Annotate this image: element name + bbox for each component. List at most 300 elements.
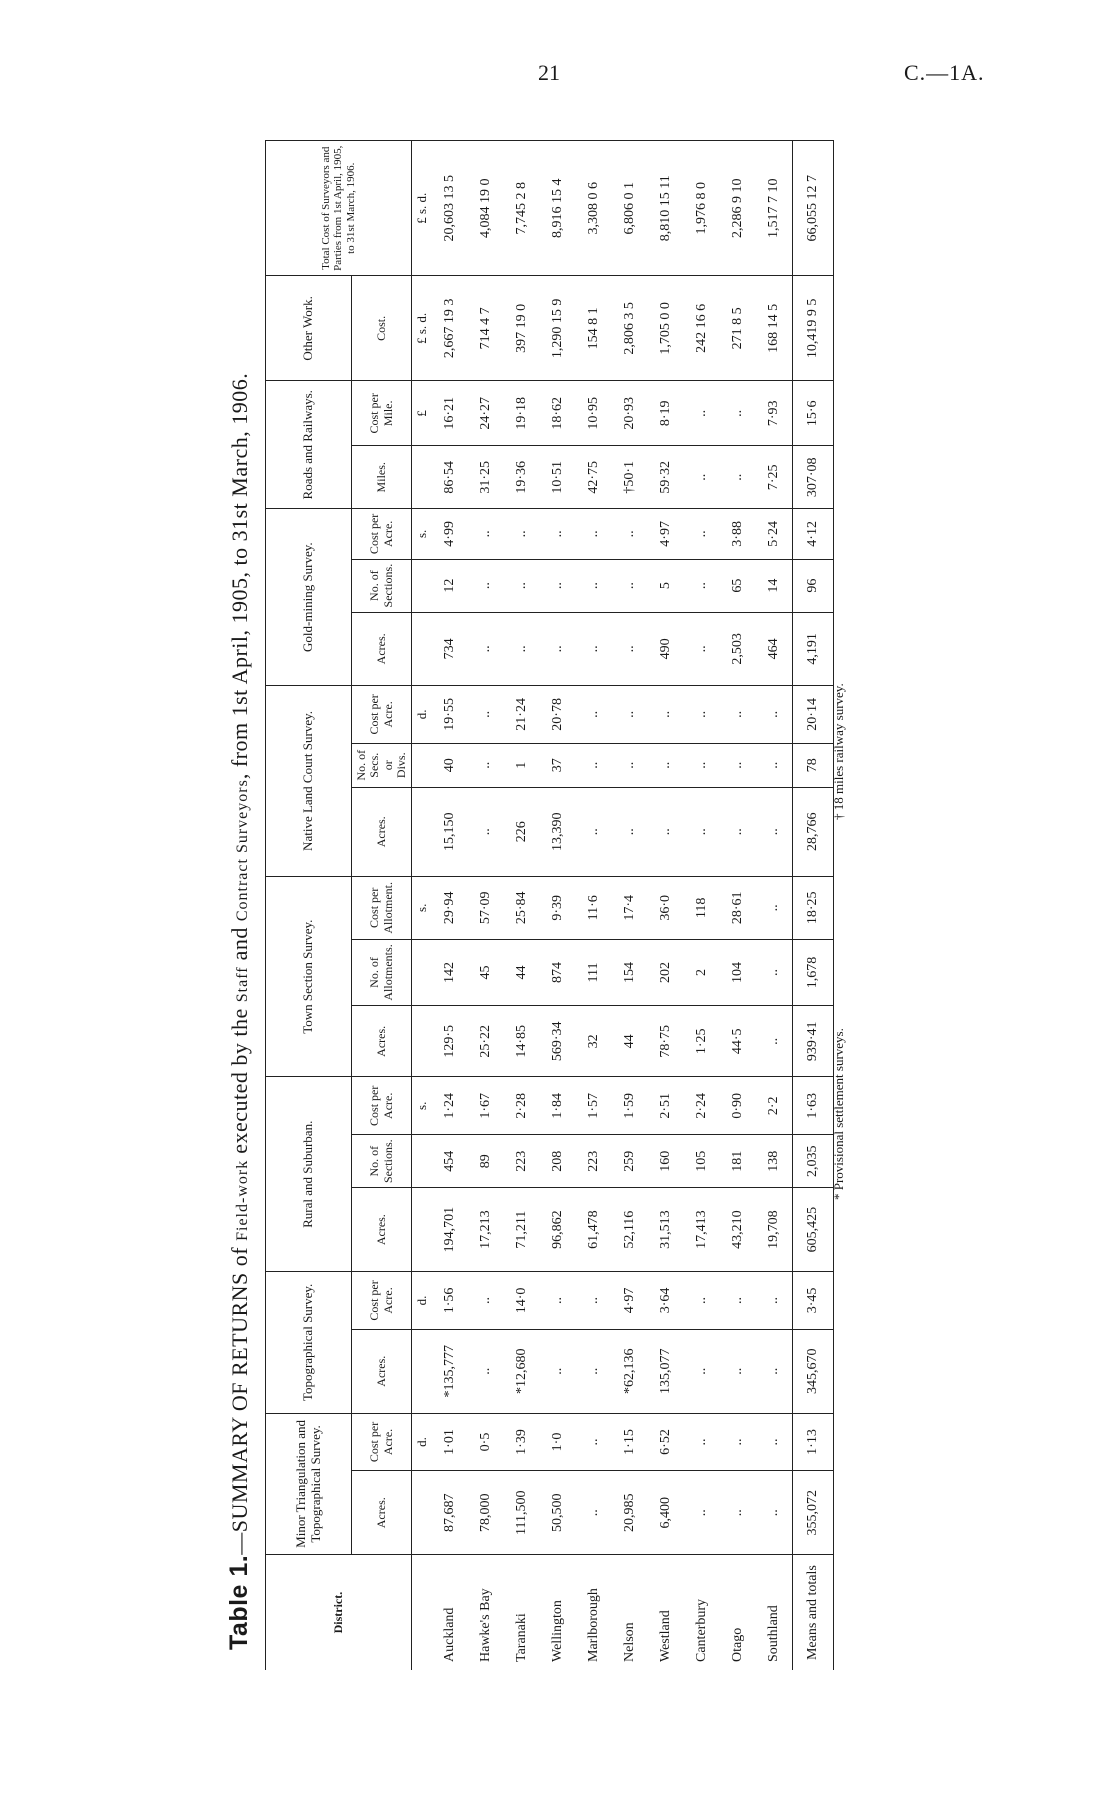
table-cell: 19·36 xyxy=(504,446,540,509)
table-cell: 9·39 xyxy=(540,876,576,939)
totals-cell: 18·25 xyxy=(793,876,834,939)
table-cell: 36·0 xyxy=(648,876,684,939)
table-cell: 31·25 xyxy=(468,446,504,509)
col-gold-sections: No. of Sections. xyxy=(352,559,412,612)
table-cell: 96,862 xyxy=(540,1188,576,1272)
table-cell: *135,777 xyxy=(432,1329,468,1413)
table-cell: 7·93 xyxy=(756,381,793,446)
table-cell: †50·1 xyxy=(612,446,648,509)
table-row xyxy=(504,141,540,1671)
unit-cell xyxy=(412,1188,433,1272)
table-cell: 1·0 xyxy=(540,1413,576,1471)
totals-cell: 78 xyxy=(793,743,834,787)
col-native-land-court: Native Land Court Survey. xyxy=(266,686,352,877)
table-cell: .. xyxy=(720,1272,756,1330)
district-name: Westland xyxy=(648,1555,684,1670)
table-cell: 4·97 xyxy=(648,509,684,559)
table-cell: .. xyxy=(684,509,720,559)
table-cell: 734 xyxy=(432,612,468,685)
table-cell: 1·39 xyxy=(504,1413,540,1471)
table-cell: 1,517 7 10 xyxy=(756,141,793,276)
col-native-divs: No. of Secs. or Divs. xyxy=(352,743,412,787)
table-cell: .. xyxy=(720,381,756,446)
unit-cell xyxy=(412,787,433,876)
table-cell: 105 xyxy=(684,1135,720,1188)
table-cell: 6,400 xyxy=(648,1471,684,1555)
district-name: Otago xyxy=(720,1555,756,1670)
table-cell: 6,806 0 1 xyxy=(612,141,648,276)
table-cell: .. xyxy=(504,559,540,612)
col-rural-cost: Cost per Acre. xyxy=(352,1077,412,1135)
table-cell: .. xyxy=(756,939,793,1005)
table-title: Table 1.—SUMMARY OF RETURNS of Field-work executed by the Staff and Contract Surveyors, from 1st April, 1905, to 31st March, 1906. xyxy=(225,372,253,1650)
table-cell: .. xyxy=(756,1471,793,1555)
table-cell: 1·67 xyxy=(468,1077,504,1135)
district-name: Canterbury xyxy=(684,1555,720,1670)
table-row xyxy=(648,141,684,1671)
table-cell: .. xyxy=(540,612,576,685)
table-cell: 2·24 xyxy=(684,1077,720,1135)
table-row xyxy=(720,141,756,1671)
unit-cell: £ s. d. xyxy=(412,141,433,276)
table-cell: 1·84 xyxy=(540,1077,576,1135)
table-cell: 10·95 xyxy=(576,381,612,446)
table-cell: 2·51 xyxy=(648,1077,684,1135)
table-cell: .. xyxy=(684,743,720,787)
table-cell: 142 xyxy=(432,939,468,1005)
table-cell: .. xyxy=(576,1471,612,1555)
table-cell: 61,478 xyxy=(576,1188,612,1272)
table-cell: 4,084 19 0 xyxy=(468,141,504,276)
table-label: Table 1. xyxy=(225,1554,253,1650)
table-cell: .. xyxy=(756,787,793,876)
table-cell: .. xyxy=(684,787,720,876)
table-cell: 271 8 5 xyxy=(720,276,756,381)
table-cell: .. xyxy=(612,743,648,787)
table-cell: 138 xyxy=(756,1135,793,1188)
table-cell: 202 xyxy=(648,939,684,1005)
table-cell: .. xyxy=(576,1272,612,1330)
table-cell: .. xyxy=(684,559,720,612)
table-cell: 1·56 xyxy=(432,1272,468,1330)
table-cell: 1,976 8 0 xyxy=(684,141,720,276)
table-cell: 118 xyxy=(684,876,720,939)
col-rural-sections: No. of Sections. xyxy=(352,1135,412,1188)
col-town-cost: Cost per Allotment. xyxy=(352,876,412,939)
table-cell: 65 xyxy=(720,559,756,612)
totals-cell: 939·41 xyxy=(793,1006,834,1077)
col-total-cost: Total Cost of Surveyors and Parties from 1st April, 1905, to 31st March, 1906. xyxy=(266,141,412,276)
table-cell: 12 xyxy=(432,559,468,612)
totals-cell: 345,670 xyxy=(793,1329,834,1413)
totals-cell: 605,425 xyxy=(793,1188,834,1272)
col-topographical: Topographical Survey. xyxy=(266,1272,352,1414)
table-cell: 8·19 xyxy=(648,381,684,446)
district-name: Taranaki xyxy=(504,1555,540,1670)
table-row xyxy=(432,141,468,1671)
units-row xyxy=(412,141,433,1671)
table-cell: .. xyxy=(684,686,720,744)
table-cell: 78·75 xyxy=(648,1006,684,1077)
table-cell: 490 xyxy=(648,612,684,685)
table-cell: 17·4 xyxy=(612,876,648,939)
col-other-work: Other Work. xyxy=(266,276,352,381)
col-topo-cost: Cost per Acre. xyxy=(352,1272,412,1330)
district-name: Auckland xyxy=(432,1555,468,1670)
table-cell: .. xyxy=(720,1471,756,1555)
table-cell: 1·25 xyxy=(684,1006,720,1077)
table-cell: 5·24 xyxy=(756,509,793,559)
table-cell: .. xyxy=(756,1329,793,1413)
totals-cell: 1,678 xyxy=(793,939,834,1005)
table-cell: 223 xyxy=(504,1135,540,1188)
table-cell: 8,810 15 11 xyxy=(648,141,684,276)
table-cell: *62,136 xyxy=(612,1329,648,1413)
table-cell: 1 xyxy=(504,743,540,787)
table-cell: .. xyxy=(612,559,648,612)
unit-cell: s. xyxy=(412,1077,433,1135)
col-roads-cost: Cost per Mile. xyxy=(352,381,412,446)
col-roads-miles: Miles. xyxy=(352,446,412,509)
table-cell: .. xyxy=(612,686,648,744)
footnote-provisional: * Provisional settlement surveys. xyxy=(831,1028,846,1200)
table-cell: .. xyxy=(720,446,756,509)
table-cell: .. xyxy=(684,612,720,685)
table-cell: .. xyxy=(612,509,648,559)
unit-cell: s. xyxy=(412,509,433,559)
col-native-acres: Acres. xyxy=(352,787,412,876)
table-cell: *12,680 xyxy=(504,1329,540,1413)
table-cell: 44 xyxy=(504,939,540,1005)
unit-cell xyxy=(412,1555,433,1670)
table-cell: 4·97 xyxy=(612,1272,648,1330)
table-row xyxy=(684,141,720,1671)
unit-cell xyxy=(412,1135,433,1188)
table-cell: 89 xyxy=(468,1135,504,1188)
col-minor-acres: Acres. xyxy=(352,1471,412,1555)
table-cell: .. xyxy=(576,559,612,612)
unit-cell xyxy=(412,1329,433,1413)
table-cell: 154 xyxy=(612,939,648,1005)
table-cell: 1·01 xyxy=(432,1413,468,1471)
col-gold-cost: Cost per Acre. xyxy=(352,509,412,559)
table-cell: .. xyxy=(540,559,576,612)
totals-cell: 66,055 12 7 xyxy=(793,141,834,276)
table-cell: .. xyxy=(756,743,793,787)
table-cell: 0·90 xyxy=(720,1077,756,1135)
table-cell: 129·5 xyxy=(432,1006,468,1077)
table-cell: 135,077 xyxy=(648,1329,684,1413)
totals-cell: 4,191 xyxy=(793,612,834,685)
table-cell: 2,286 9 10 xyxy=(720,141,756,276)
totals-cell: 20·14 xyxy=(793,686,834,744)
table-cell: 2 xyxy=(684,939,720,1005)
table-cell: .. xyxy=(684,381,720,446)
table-cell: .. xyxy=(684,1471,720,1555)
unit-cell xyxy=(412,612,433,685)
table-cell: .. xyxy=(504,612,540,685)
table-cell: 44·5 xyxy=(720,1006,756,1077)
table-cell: 4·99 xyxy=(432,509,468,559)
col-rural-suburban: Rural and Suburban. xyxy=(266,1077,352,1272)
table-cell: 43,210 xyxy=(720,1188,756,1272)
table-cell: 17,213 xyxy=(468,1188,504,1272)
table-cell: 5 xyxy=(648,559,684,612)
table-cell: 874 xyxy=(540,939,576,1005)
col-rural-acres: Acres. xyxy=(352,1188,412,1272)
totals-cell: 10,419 9 5 xyxy=(793,276,834,381)
unit-cell xyxy=(412,743,433,787)
table-cell: .. xyxy=(468,509,504,559)
table-cell: 6·52 xyxy=(648,1413,684,1471)
col-roads-railways: Roads and Railways. xyxy=(266,381,352,509)
table-cell: 7,745 2 8 xyxy=(504,141,540,276)
col-gold-mining: Gold-mining Survey. xyxy=(266,509,352,686)
table-cell: 1,705 0 0 xyxy=(648,276,684,381)
table-cell: .. xyxy=(684,446,720,509)
rotated-table-block xyxy=(225,140,865,1670)
totals-cell: 307·08 xyxy=(793,446,834,509)
unit-cell xyxy=(412,559,433,612)
table-cell: 20,603 13 5 xyxy=(432,141,468,276)
col-topo-acres: Acres. xyxy=(352,1329,412,1413)
table-cell: 59·32 xyxy=(648,446,684,509)
table-cell: .. xyxy=(720,1329,756,1413)
table-cell: .. xyxy=(540,509,576,559)
table-cell: 181 xyxy=(720,1135,756,1188)
table-cell: 25·84 xyxy=(504,876,540,939)
table-cell: 42·75 xyxy=(576,446,612,509)
table-cell: 87,687 xyxy=(432,1471,468,1555)
table-cell: .. xyxy=(756,876,793,939)
table-cell: 1,290 15 9 xyxy=(540,276,576,381)
table-row xyxy=(468,141,504,1671)
table-cell: 397 19 0 xyxy=(504,276,540,381)
unit-cell: £ s. d. xyxy=(412,276,433,381)
document-code: C.—1A. xyxy=(904,60,985,85)
table-cell: 21·24 xyxy=(504,686,540,744)
col-minor-triangulation: Minor Triangulation and Topographical Survey. xyxy=(266,1413,352,1555)
table-cell: .. xyxy=(756,1006,793,1077)
table-cell: 11·6 xyxy=(576,876,612,939)
table-cell: 2,503 xyxy=(720,612,756,685)
table-cell: 1·24 xyxy=(432,1077,468,1135)
table-cell: .. xyxy=(576,509,612,559)
table-cell: 14·85 xyxy=(504,1006,540,1077)
table-cell: 19·55 xyxy=(432,686,468,744)
table-cell: .. xyxy=(684,1329,720,1413)
totals-row xyxy=(793,141,834,1671)
table-cell: .. xyxy=(756,686,793,744)
table-cell: .. xyxy=(576,1413,612,1471)
district-name: Nelson xyxy=(612,1555,648,1670)
col-other-cost: Cost. xyxy=(352,276,412,381)
table-cell: .. xyxy=(468,743,504,787)
table-cell: 3·88 xyxy=(720,509,756,559)
table-cell: 15,150 xyxy=(432,787,468,876)
table-cell: 242 16 6 xyxy=(684,276,720,381)
table-cell: 13,390 xyxy=(540,787,576,876)
table-cell: .. xyxy=(540,1272,576,1330)
table-cell: 3,308 0 6 xyxy=(576,141,612,276)
table-cell: 52,116 xyxy=(612,1188,648,1272)
totals-cell: 1·63 xyxy=(793,1077,834,1135)
table-cell: .. xyxy=(576,612,612,685)
table-cell: 17,413 xyxy=(684,1188,720,1272)
totals-cell: 1·13 xyxy=(793,1413,834,1471)
table-cell: .. xyxy=(648,686,684,744)
table-cell: 10·51 xyxy=(540,446,576,509)
table-row xyxy=(576,141,612,1671)
table-cell: 714 4 7 xyxy=(468,276,504,381)
table-cell: 2,806 3 5 xyxy=(612,276,648,381)
table-cell: 7·25 xyxy=(756,446,793,509)
table-cell: 1·57 xyxy=(576,1077,612,1135)
table-cell: .. xyxy=(468,559,504,612)
table-cell: .. xyxy=(684,1413,720,1471)
table-cell: 14 xyxy=(756,559,793,612)
table-cell: 44 xyxy=(612,1006,648,1077)
table-cell: 18·62 xyxy=(540,381,576,446)
table-cell: .. xyxy=(720,686,756,744)
unit-cell: d. xyxy=(412,1413,433,1471)
table-cell: .. xyxy=(576,743,612,787)
col-town-section: Town Section Survey. xyxy=(266,876,352,1077)
col-minor-cost: Cost per Acre. xyxy=(352,1413,412,1471)
table-cell: 28·61 xyxy=(720,876,756,939)
table-cell: .. xyxy=(684,1272,720,1330)
table-cell: 223 xyxy=(576,1135,612,1188)
table-cell: 0·5 xyxy=(468,1413,504,1471)
unit-cell xyxy=(412,1471,433,1555)
col-town-allotments: No. of Allotments. xyxy=(352,939,412,1005)
footnote-railway: † 18 miles railway survey. xyxy=(831,683,846,820)
table-cell: .. xyxy=(756,1413,793,1471)
table-cell: 20·78 xyxy=(540,686,576,744)
table-cell: .. xyxy=(720,1413,756,1471)
table-cell: 464 xyxy=(756,612,793,685)
table-cell: 25·22 xyxy=(468,1006,504,1077)
table-cell: .. xyxy=(612,612,648,685)
table-cell: 194,701 xyxy=(432,1188,468,1272)
table-cell: 1·59 xyxy=(612,1077,648,1135)
table-cell: 569·34 xyxy=(540,1006,576,1077)
unit-cell xyxy=(412,1006,433,1077)
table-cell: 71,211 xyxy=(504,1188,540,1272)
unit-cell: £ xyxy=(412,381,433,446)
table-cell: 31,513 xyxy=(648,1188,684,1272)
table-cell: .. xyxy=(468,612,504,685)
table-cell: 29·94 xyxy=(432,876,468,939)
table-cell: 19,708 xyxy=(756,1188,793,1272)
table-cell: .. xyxy=(612,787,648,876)
table-cell: 454 xyxy=(432,1135,468,1188)
table-cell: .. xyxy=(468,686,504,744)
totals-cell: 4·12 xyxy=(793,509,834,559)
table-cell: 2·28 xyxy=(504,1077,540,1135)
table-cell: 1·15 xyxy=(612,1413,648,1471)
table-cell: 154 8 1 xyxy=(576,276,612,381)
table-cell: 78,000 xyxy=(468,1471,504,1555)
table-cell: 37 xyxy=(540,743,576,787)
totals-cell: 96 xyxy=(793,559,834,612)
table-cell: .. xyxy=(576,787,612,876)
table-cell: 57·09 xyxy=(468,876,504,939)
table-cell: .. xyxy=(468,787,504,876)
table-cell: 32 xyxy=(576,1006,612,1077)
district-name: Southland xyxy=(756,1555,793,1670)
table-cell: 111 xyxy=(576,939,612,1005)
table-cell: 226 xyxy=(504,787,540,876)
table-cell: 160 xyxy=(648,1135,684,1188)
table-cell: .. xyxy=(540,1329,576,1413)
table-cell: .. xyxy=(468,1272,504,1330)
page-number: 21 xyxy=(538,60,560,85)
unit-cell: s. xyxy=(412,876,433,939)
table-row xyxy=(540,141,576,1671)
table-cell: 20,985 xyxy=(612,1471,648,1555)
table-cell: .. xyxy=(576,686,612,744)
table-cell: 111,500 xyxy=(504,1471,540,1555)
totals-cell: 2,035 xyxy=(793,1135,834,1188)
summary-table xyxy=(265,140,834,1670)
col-town-acres: Acres. xyxy=(352,1006,412,1077)
table-cell: 168 14 5 xyxy=(756,276,793,381)
table-cell: 86·54 xyxy=(432,446,468,509)
table-cell: 104 xyxy=(720,939,756,1005)
table-cell: 14·0 xyxy=(504,1272,540,1330)
unit-cell xyxy=(412,939,433,1005)
table-cell: 2·2 xyxy=(756,1077,793,1135)
col-district: District. xyxy=(266,1555,412,1670)
col-native-cost: Cost per Acre. xyxy=(352,686,412,744)
table-row xyxy=(756,141,793,1671)
table-cell: 24·27 xyxy=(468,381,504,446)
table-cell: .. xyxy=(648,787,684,876)
district-name: Marlborough xyxy=(576,1555,612,1670)
district-name: Wellington xyxy=(540,1555,576,1670)
district-name: Hawke's Bay xyxy=(468,1555,504,1670)
table-cell: 50,500 xyxy=(540,1471,576,1555)
totals-cell: 3·45 xyxy=(793,1272,834,1330)
table-cell: .. xyxy=(720,787,756,876)
table-cell: 208 xyxy=(540,1135,576,1188)
table-cell: 3·64 xyxy=(648,1272,684,1330)
table-cell: 259 xyxy=(612,1135,648,1188)
table-cell: .. xyxy=(648,743,684,787)
table-cell: 20·93 xyxy=(612,381,648,446)
totals-cell: 28,766 xyxy=(793,787,834,876)
totals-cell: 15·6 xyxy=(793,381,834,446)
table-cell: 40 xyxy=(432,743,468,787)
unit-cell xyxy=(412,446,433,509)
table-cell: 16·21 xyxy=(432,381,468,446)
unit-cell: d. xyxy=(412,686,433,744)
table-cell: 2,667 19 3 xyxy=(432,276,468,381)
table-cell: 19·18 xyxy=(504,381,540,446)
table-cell: .. xyxy=(576,1329,612,1413)
table-row xyxy=(612,141,648,1671)
totals-label: Means and totals xyxy=(793,1555,834,1670)
table-cell: .. xyxy=(504,509,540,559)
table-cell: .. xyxy=(468,1329,504,1413)
unit-cell: d. xyxy=(412,1272,433,1330)
totals-cell: 355,072 xyxy=(793,1471,834,1555)
table-cell: 45 xyxy=(468,939,504,1005)
table-cell: .. xyxy=(756,1272,793,1330)
table-cell: 8,916 15 4 xyxy=(540,141,576,276)
col-gold-acres: Acres. xyxy=(352,612,412,685)
